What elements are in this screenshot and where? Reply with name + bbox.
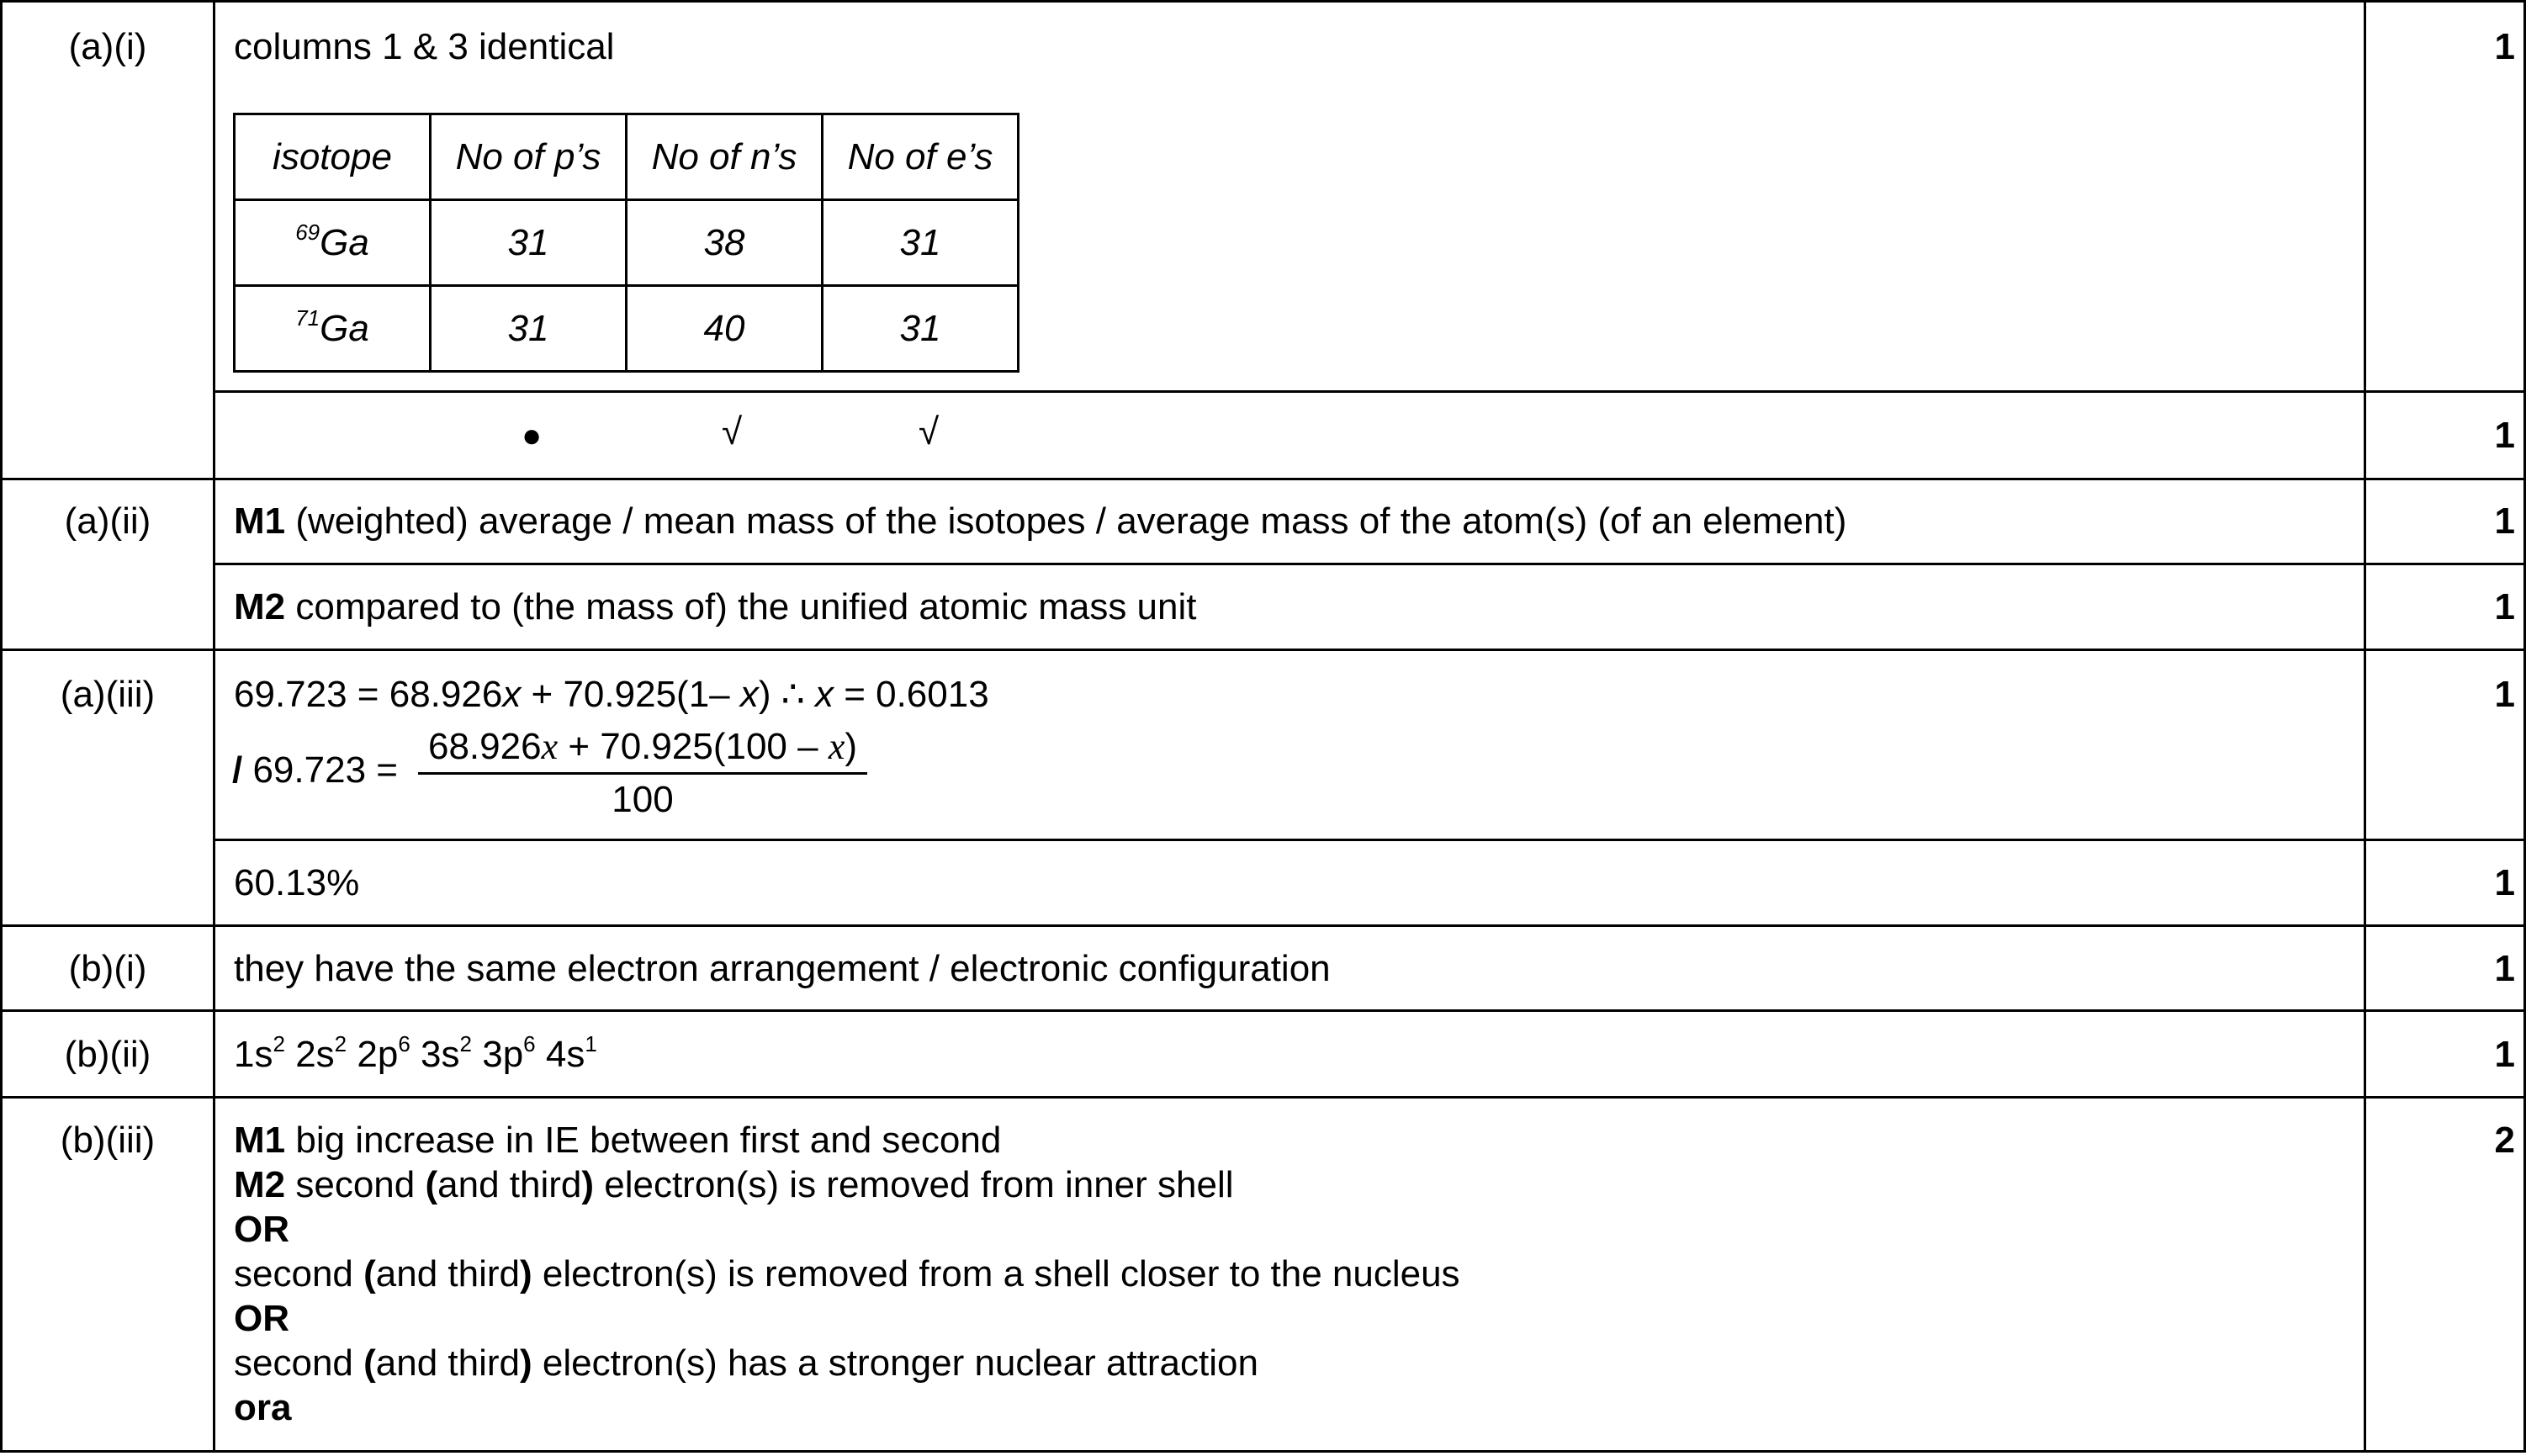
answer-text (234, 1252, 1460, 1296)
answer-text (234, 500, 1846, 543)
isotope-table (233, 113, 1019, 373)
question-label: (b)(i) (68, 948, 147, 989)
eq-var: x (814, 674, 834, 715)
mark: 1 (2494, 948, 2515, 989)
orbital-count: 2 (273, 1031, 285, 1057)
text-part: and third (375, 1342, 520, 1384)
equation (234, 673, 989, 717)
table-cell: 31 (431, 200, 627, 286)
eq-part: 68.926 (427, 726, 542, 767)
text-part: electron(s) is removed from a shell closer to the nucleus (532, 1253, 1460, 1295)
orbital-count: 2 (459, 1031, 472, 1057)
orbital: 3p (482, 1034, 524, 1075)
m2-text: compared to (the mass of) the unified atomic mass unit (285, 586, 1197, 627)
tick-mark: √ (722, 411, 743, 453)
or-label (234, 1297, 289, 1341)
rule-bottom (0, 1450, 2526, 1453)
orbital: 2p (357, 1034, 399, 1075)
eq-part: ) ∴ (758, 674, 815, 715)
rule-a-iii-bottom (0, 924, 2526, 927)
rule-b-i-bottom (0, 1009, 2526, 1012)
bold-paren: ( (363, 1342, 376, 1384)
orbital: 3s (421, 1034, 460, 1075)
isotope-cell (235, 286, 431, 372)
table-cell: 31 (823, 286, 1019, 372)
rule-b-ii-bottom (0, 1096, 2526, 1099)
bold-paren: ( (425, 1164, 438, 1205)
text-part: electron(s) is removed from inner shell (594, 1164, 1234, 1205)
eq-part: 69.723 = (242, 749, 398, 791)
ora-text: ora (234, 1387, 292, 1428)
table-header-cell: No of p’s (431, 114, 627, 200)
text-part: electron(s) has a stronger nuclear attraction (532, 1342, 1258, 1384)
table-row (235, 200, 1019, 286)
eq-var: x (828, 726, 845, 767)
table-row (235, 286, 1019, 372)
isotope-cell (235, 200, 431, 286)
question-label: (b)(ii) (64, 1034, 151, 1075)
eq-var: x (541, 726, 559, 767)
answer-text (234, 1342, 1258, 1385)
ora-label (234, 1386, 291, 1430)
answer-text (234, 1163, 1234, 1207)
orbital: 1s (234, 1034, 273, 1075)
mark: 2 (2494, 1120, 2515, 1161)
rule-a-ii-bottom (0, 649, 2526, 651)
table-cell: 38 (627, 200, 823, 286)
eq-part: 69.723 = 68.926 (234, 674, 503, 715)
element-symbol: Ga (320, 221, 369, 263)
mark: 1 (2494, 862, 2515, 903)
table-cell: 31 (823, 200, 1019, 286)
mark: 1 (2494, 26, 2515, 67)
alt-equation-lhs (232, 749, 398, 792)
orbital-count: 6 (398, 1031, 410, 1057)
eq-part: ) (845, 726, 857, 767)
or-text: OR (234, 1209, 289, 1250)
fraction-denominator: 100 (612, 779, 674, 820)
m1-label: M1 (234, 500, 286, 542)
rule-top (0, 0, 2526, 3)
text-part: second (234, 1253, 364, 1295)
mark: 1 (2494, 1034, 2515, 1075)
bold-paren: ) (520, 1342, 532, 1384)
element-symbol: Ga (320, 307, 369, 349)
table-header-cell: No of n’s (627, 114, 823, 200)
mass-number: 71 (295, 304, 320, 331)
eq-var: x (502, 674, 522, 715)
question-label: (a)(iii) (60, 674, 156, 715)
bold-paren: ( (363, 1253, 376, 1295)
m1-text: big increase in IE between first and second (285, 1120, 1002, 1161)
fraction (418, 725, 867, 822)
tick-mark: √ (919, 411, 940, 453)
bullet-mark: ● (522, 417, 543, 454)
answer-text: columns 1 & 3 identical (234, 26, 615, 67)
m1-label: M1 (234, 1120, 286, 1161)
alt-slash: / (232, 749, 243, 791)
text-part: second (285, 1164, 426, 1205)
eq-part: + 70.925(1– (521, 674, 740, 715)
text-part: and third (437, 1164, 582, 1205)
eq-part: = 0.6013 (833, 674, 989, 715)
rule-a-i-bottom (0, 478, 2526, 480)
table-header-row (235, 114, 1019, 200)
rule-a-ii-inner (213, 563, 2526, 565)
rule-a-iii-inner (213, 839, 2526, 841)
m2-label: M2 (234, 586, 286, 627)
mark: 1 (2494, 674, 2515, 715)
orbital-count: 6 (523, 1031, 536, 1057)
table-cell: 40 (627, 286, 823, 372)
rule-a-i-inner (213, 390, 2526, 393)
answer-text: 60.13% (234, 862, 360, 903)
orbital-count: 2 (334, 1031, 347, 1057)
bold-paren: ) (520, 1253, 532, 1295)
rule-col2 (2364, 0, 2366, 1453)
rule-col1 (213, 0, 215, 1453)
table-header-cell: No of e’s (823, 114, 1019, 200)
table-header-cell: isotope (235, 114, 431, 200)
or-text: OR (234, 1298, 289, 1339)
question-label: (a)(i) (68, 26, 147, 67)
mark: 1 (2494, 415, 2515, 456)
orbital-count: 1 (585, 1031, 597, 1057)
orbital: 4s (545, 1034, 585, 1075)
mark: 1 (2494, 500, 2515, 542)
mark: 1 (2494, 586, 2515, 627)
answer-text (234, 1119, 1001, 1162)
text-part: second (234, 1342, 364, 1384)
bold-paren: ) (581, 1164, 595, 1205)
m2-label: M2 (234, 1164, 286, 1205)
orbital: 2s (295, 1034, 335, 1075)
question-label: (b)(iii) (60, 1120, 156, 1161)
m1-text: (weighted) average / mean mass of the isotopes / average mass of the atom(s) (of an element) (285, 500, 1847, 542)
electron-configuration (234, 1033, 597, 1077)
eq-var: x (739, 674, 759, 715)
eq-part: + 70.925(100 – (558, 726, 829, 767)
rule-left (0, 0, 3, 1453)
text-part: and third (375, 1253, 520, 1295)
mass-number: 69 (295, 219, 320, 245)
question-label: (a)(ii) (64, 500, 151, 542)
table-cell: 31 (431, 286, 627, 372)
answer-text: they have the same electron arrangement / electronic configuration (234, 948, 1331, 989)
fraction-numerator (418, 725, 867, 775)
answer-text (234, 585, 1197, 629)
or-label (234, 1208, 289, 1252)
